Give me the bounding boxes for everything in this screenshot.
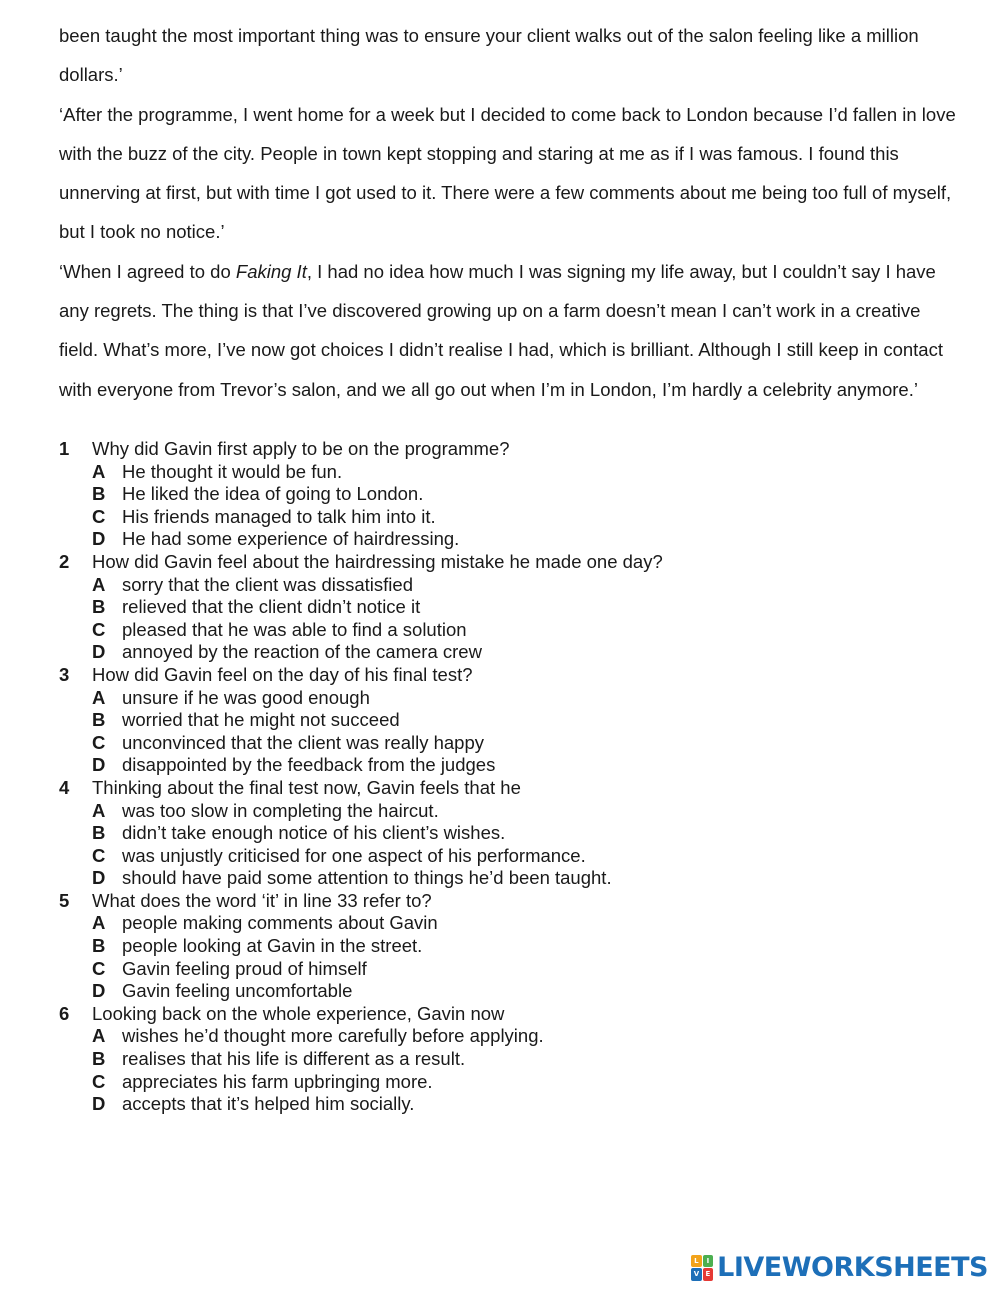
option-text: pleased that he was able to find a solution [122,618,467,640]
logo-text: LIVEWORKSHEETS [717,1252,988,1283]
answer-option [59,483,959,506]
option-letter: D [92,528,106,550]
logo-mark-tile: V [691,1268,702,1281]
answer-option [59,912,959,935]
question-number: 5 [59,889,70,911]
option-text: sorry that the client was dissatisfied [122,573,413,595]
option-letter: C [92,1070,106,1092]
answer-option [59,687,959,710]
question-list [59,438,959,1116]
answer-option [59,506,959,529]
passage-text: ‘When I agreed to do [59,260,236,282]
question-6 [59,1003,959,1116]
option-text: He liked the idea of going to London. [122,483,424,505]
option-letter: A [92,799,106,821]
option-text: people looking at Gavin in the street. [122,935,423,957]
answer-option [59,1025,959,1048]
option-letter: D [92,754,106,776]
option-letter: C [92,731,106,753]
programme-title: Faking It [235,260,307,282]
logo-mark-tile: L [691,1255,702,1268]
option-text: Gavin feeling uncomfortable [122,980,353,1002]
question-number: 1 [59,438,70,459]
question-text: What does the word ‘it’ in line 33 refer to? [92,889,432,911]
option-letter: C [92,957,106,979]
option-text: didn’t take enough notice of his client’s wishes. [122,822,506,844]
answer-option [59,461,959,484]
answer-option [59,574,959,597]
answer-option [59,596,959,619]
option-letter: D [92,641,106,663]
option-letter: B [92,822,106,844]
passage-paragraph-3 [59,252,959,409]
option-letter: D [92,980,106,1002]
passage-text: , I had no idea how much I was signing my life away, but I couldn’t say I have any regrets. The thing is that I’ve discovered growing up on a farm doesn’t mean I can’t work in a creative field. What’s more, I’ve now got choices I didn’t realise I had, which is brilliant. Although I still keep in contact with everyone from Trevor’s salon, and we all go out when I’m in London, I’m hardly a celebrity anymore.’ [59,260,943,400]
answer-option [59,754,959,777]
option-text: His friends managed to talk him into it. [122,505,436,527]
question-3 [59,664,959,777]
question-text: How did Gavin feel on the day of his final test? [92,663,473,685]
question-text: How did Gavin feel about the hairdressing mistake he made one day? [92,550,663,572]
answer-option [59,1093,959,1116]
answer-option [59,641,959,664]
option-text: accepts that it’s helped him socially. [122,1093,415,1115]
answer-option [59,845,959,868]
question-number: 3 [59,663,70,685]
answer-option [59,800,959,823]
option-letter: B [92,709,106,731]
question-1 [59,438,959,551]
option-letter: A [92,912,106,934]
option-text: relieved that the client didn’t notice it [122,596,421,618]
answer-option [59,709,959,732]
option-letter: C [92,618,106,640]
question-4 [59,777,959,890]
answer-option [59,1071,959,1094]
passage-paragraph-1: been taught the most important thing was to ensure your client walks out of the salon feeling like a million dollars.’ [59,25,919,86]
option-text: was unjustly criticised for one aspect of his performance. [122,844,586,866]
option-text: should have paid some attention to things he’d been taught. [122,867,612,889]
option-letter: A [92,460,106,482]
option-text: was too slow in completing the haircut. [122,799,439,821]
option-text: Gavin feeling proud of himself [122,957,367,979]
answer-option [59,958,959,981]
option-letter: B [92,1048,106,1070]
answer-option [59,935,959,958]
question-text: Why did Gavin first apply to be on the programme? [92,438,510,459]
option-letter: C [92,505,106,527]
option-text: unconvinced that the client was really happy [122,731,484,753]
liveworksheets-logo [691,1252,988,1283]
option-letter: B [92,596,106,618]
option-text: worried that he might not succeed [122,709,400,731]
option-letter: D [92,867,106,889]
question-text: Thinking about the final test now, Gavin feels that he [92,776,521,798]
answer-option [59,732,959,755]
option-text: He thought it would be fun. [122,460,343,482]
option-text: unsure if he was good enough [122,686,370,708]
question-2 [59,551,959,664]
option-letter: A [92,686,106,708]
passage-paragraph-2: ‘After the programme, I went home for a week but I decided to come back to London because I’d fallen in love with the buzz of the city. People in town kept stopping and staring at me as if I was famous. I found this unnerving at first, but with time I got used to it. There were a few comments about me being too full of myself, but I took no notice.’ [59,103,956,243]
logo-mark-tile: E [703,1268,714,1281]
answer-option [59,867,959,890]
answer-option [59,619,959,642]
answer-option [59,822,959,845]
answer-option [59,1048,959,1071]
question-number: 6 [59,1002,70,1024]
option-text: appreciates his farm upbringing more. [122,1070,433,1092]
option-letter: A [92,573,106,595]
question-text: Looking back on the whole experience, Gavin now [92,1002,505,1024]
option-letter: B [92,935,106,957]
option-letter: C [92,844,106,866]
answer-option [59,980,959,1003]
option-text: annoyed by the reaction of the camera crew [122,641,482,663]
reading-passage [59,16,959,409]
logo-mark-icon [691,1255,713,1281]
option-text: disappointed by the feedback from the judges [122,754,496,776]
option-text: wishes he’d thought more carefully before applying. [122,1025,544,1047]
option-text: people making comments about Gavin [122,912,438,934]
question-number: 4 [59,776,70,798]
question-number: 2 [59,550,70,572]
option-text: He had some experience of hairdressing. [122,528,460,550]
answer-option [59,528,959,551]
option-text: realises that his life is different as a result. [122,1048,466,1070]
option-letter: D [92,1093,106,1115]
logo-mark-tile: I [703,1255,714,1268]
option-letter: A [92,1025,106,1047]
question-5 [59,890,959,1003]
option-letter: B [92,483,106,505]
